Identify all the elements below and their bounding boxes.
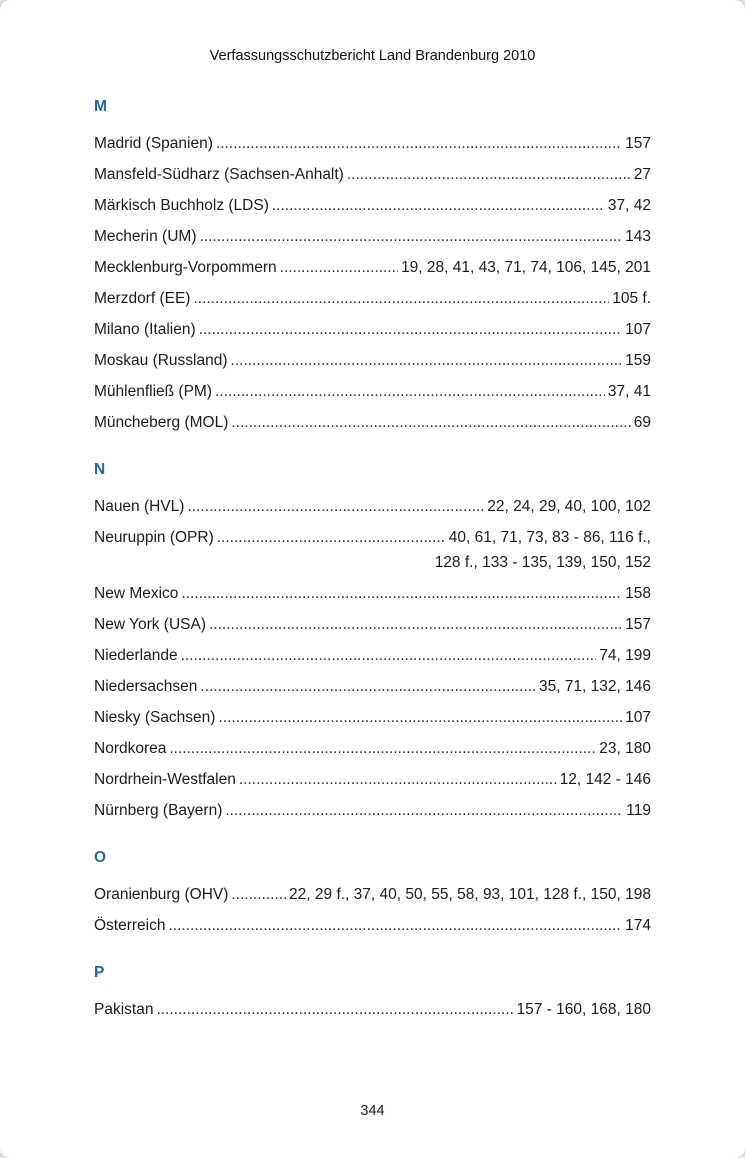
leader-dots xyxy=(231,348,623,373)
leader-dots xyxy=(200,674,536,699)
entry-name: Mühlenfließ (PM) xyxy=(94,383,212,400)
entry-pages: 37, 41 xyxy=(607,383,651,400)
leader-dots xyxy=(231,882,286,907)
index-entry xyxy=(94,705,651,730)
index-entry xyxy=(94,494,651,519)
leader-dots xyxy=(218,705,622,730)
entry-name: Niederlande xyxy=(94,647,178,664)
entry-name: Märkisch Buchholz (LDS) xyxy=(94,197,269,214)
index-entry xyxy=(94,379,651,404)
entry-pages: 159 xyxy=(625,352,651,369)
entry-pages: 143 xyxy=(625,228,651,245)
index-entry xyxy=(94,131,651,156)
entry-pages: 27 xyxy=(633,166,651,183)
section-letter: N xyxy=(94,461,106,478)
entry-pages: 40, 61, 71, 73, 83 - 86, 116 f., xyxy=(448,529,651,546)
leader-dots xyxy=(209,612,622,637)
leader-dots xyxy=(347,162,631,187)
leader-dots xyxy=(169,736,596,761)
leader-dots xyxy=(199,317,622,342)
leader-dots xyxy=(156,997,513,1022)
index-entry xyxy=(94,410,651,435)
index-entry xyxy=(94,525,651,575)
page-number: 344 xyxy=(360,1103,385,1119)
entry-name: Nauen (HVL) xyxy=(94,498,185,515)
entry-pages: 22, 29 f., 37, 40, 50, 55, 58, 93, 101, 128 f., 150, 198 xyxy=(289,886,651,903)
leader-dots xyxy=(239,767,557,792)
index-section xyxy=(94,962,651,1022)
index-entry xyxy=(94,798,651,823)
leader-dots xyxy=(181,581,622,606)
index-entry xyxy=(94,348,651,373)
entry-name: Nürnberg (Bayern) xyxy=(94,802,223,819)
section-letter: O xyxy=(94,849,107,866)
index-entry xyxy=(94,286,651,311)
index-entry xyxy=(94,224,651,249)
index-entry xyxy=(94,913,651,938)
document-title: Verfassungsschutzbericht Land Brandenburg 2010 xyxy=(209,48,536,64)
entry-name: Nordkorea xyxy=(94,740,167,757)
entry-pages: 19, 28, 41, 43, 71, 74, 106, 145, 201 xyxy=(401,259,651,276)
leader-dots xyxy=(215,379,605,404)
index-entry xyxy=(94,643,651,668)
entry-pages: 158 xyxy=(625,585,651,602)
entry-name: New Mexico xyxy=(94,585,179,602)
entry-name: Mecherin (UM) xyxy=(94,228,197,245)
entry-pages: 22, 24, 29, 40, 100, 102 xyxy=(487,498,651,515)
leader-dots xyxy=(169,913,623,938)
entry-pages: 107 xyxy=(625,709,651,726)
entry-name: Nordrhein-Westfalen xyxy=(94,771,236,788)
leader-dots xyxy=(231,410,630,435)
entry-pages: 107 xyxy=(625,321,651,338)
index-section xyxy=(94,459,651,823)
entry-name: Pakistan xyxy=(94,1001,154,1018)
entry-name: New York (USA) xyxy=(94,616,206,633)
entry-pages: 119 xyxy=(626,802,651,819)
leader-dots xyxy=(217,525,446,550)
entry-name: Mansfeld-Südharz (Sachsen-Anhalt) xyxy=(94,166,344,183)
entry-name: Moskau (Russland) xyxy=(94,352,228,369)
leader-dots xyxy=(216,131,622,156)
entry-pages: 23, 180 xyxy=(599,740,651,757)
index-section xyxy=(94,847,651,938)
index-entry xyxy=(94,674,651,699)
entry-name: Mecklenburg-Vorpommern xyxy=(94,259,277,276)
entry-pages: 157 - 160, 168, 180 xyxy=(516,1001,651,1018)
entry-name: Niedersachsen xyxy=(94,678,198,695)
entry-name: Neuruppin (OPR) xyxy=(94,529,214,546)
entry-pages: 12, 142 - 146 xyxy=(559,771,651,788)
leader-dots xyxy=(187,494,484,519)
index-entry xyxy=(94,581,651,606)
entry-name: Österreich xyxy=(94,917,166,934)
index-content xyxy=(94,67,651,1022)
leader-dots xyxy=(193,286,609,311)
entry-pages: 157 xyxy=(625,135,651,152)
entry-pages: 105 f. xyxy=(612,290,651,307)
entry-pages: 157 xyxy=(625,616,651,633)
index-entry xyxy=(94,255,651,280)
entry-pages: 35, 71, 132, 146 xyxy=(538,678,651,695)
entry-pages: 69 xyxy=(633,414,651,431)
index-entry xyxy=(94,162,651,187)
index-section xyxy=(94,96,651,435)
entry-name: Oranienburg (OHV) xyxy=(94,886,229,903)
entry-name: Niesky (Sachsen) xyxy=(94,709,216,726)
leader-dots xyxy=(280,255,398,280)
entry-pages-continued: 128 f., 133 - 135, 139, 150, 152 xyxy=(434,554,651,571)
leader-dots xyxy=(181,643,597,668)
section-letter: M xyxy=(94,98,107,115)
index-entry xyxy=(94,997,651,1022)
leader-dots xyxy=(225,798,623,823)
leader-dots xyxy=(272,193,605,218)
section-letter: P xyxy=(94,964,105,981)
index-entry xyxy=(94,193,651,218)
index-entry xyxy=(94,736,651,761)
entry-name: Madrid (Spanien) xyxy=(94,135,213,152)
leader-dots xyxy=(199,224,622,249)
entry-name: Milano (Italien) xyxy=(94,321,196,338)
index-entry xyxy=(94,882,651,907)
entry-name: Merzdorf (EE) xyxy=(94,290,191,307)
index-entry xyxy=(94,612,651,637)
entry-pages: 74, 199 xyxy=(599,647,651,664)
index-entry xyxy=(94,767,651,792)
index-entry xyxy=(94,317,651,342)
entry-pages: 37, 42 xyxy=(607,197,651,214)
entry-name: Müncheberg (MOL) xyxy=(94,414,229,431)
entry-pages: 174 xyxy=(625,917,651,934)
